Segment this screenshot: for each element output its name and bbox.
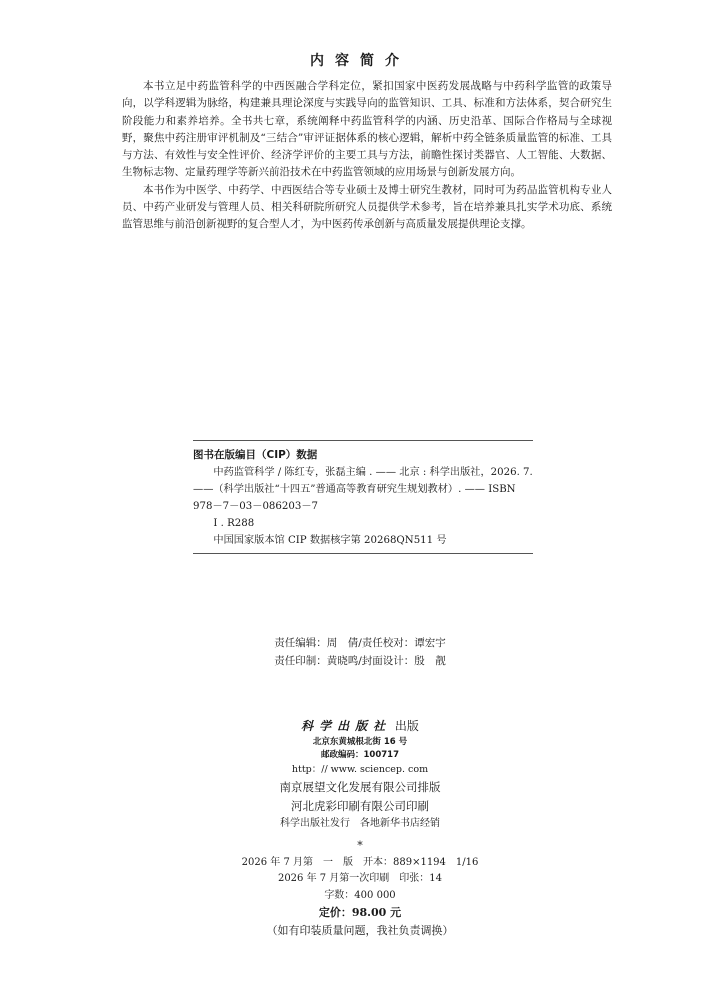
editor-credit-line: 责任印制：黄晓鸣/封面设计：殷 靓 xyxy=(274,655,446,667)
cip-record: 中药监管科学 / 陈红专，张磊主编 . —— 北京 : 科学出版社，2026. 7. ——（科学出版社“十四五”普通高等教育研究生规划教材）. —— ISBN 978－7－03－086203－7 xyxy=(193,467,533,512)
publisher-name: 科学出版社 xyxy=(301,719,392,733)
book-introduction xyxy=(122,78,612,234)
separator-asterisk: * xyxy=(357,838,363,852)
publisher-address: 北京东黄城根北街 16 号 xyxy=(312,737,408,747)
publisher-suffix: 出版 xyxy=(394,719,419,733)
cip-number: 中国国家版本馆 CIP 数据核字第 20268QN511 号 xyxy=(213,535,447,546)
publisher-line xyxy=(0,716,720,736)
editor-credit-line: 责任编辑：周 倩/责任校对：谭宏宇 xyxy=(274,637,446,649)
word-count: 字数：400 000 xyxy=(324,889,396,901)
publisher-postcode: 邮政编码：100717 xyxy=(321,750,399,760)
printing-line: 2026 年 7 月第一次印刷 印张：14 xyxy=(277,873,443,884)
cip-data-block xyxy=(193,440,533,554)
page-title: 内容简介 xyxy=(310,53,410,69)
printer-line: 河北虎彩印刷有限公司印刷 xyxy=(291,799,429,813)
quality-note: （如有印装质量问题，我社负责调换） xyxy=(266,924,454,937)
editor-credits xyxy=(0,634,720,670)
imprint-block xyxy=(0,716,720,940)
publisher-website: http：// www. sciencep. com xyxy=(291,764,429,775)
distribution-line: 科学出版社发行 各地新华书店经销 xyxy=(280,818,440,829)
intro-paragraph: 本书立足中药监管科学的中西医融合学科定位，紧扣国家中医药发展战略与中药科学监管的政策导向，以学科逻辑为脉络，构建兼具理论深度与实践导向的监管知识、工具、标准和方法体系，契合研究生阶段能力和素养培养。全书共七章，系统阐释中药监管科学的内涵、历史沿革、国际合作格局与全球视野，聚焦中药注册审评机制及“三结合”审评证据体系的核心逻辑，解析中药全链条质量监管的标准、工具与方法、有效性与安全性评价、经济学评价的主要工具与方法，前瞻性探讨类器官、人工智能、大数据、生物标志物、定量药理学等新兴前沿技术在中药监管领域的应用场景与创新发展方向。 xyxy=(122,80,612,179)
price: 定价：98.00 元 xyxy=(318,906,402,919)
intro-paragraph: 本书作为中医学、中药学、中西医结合等专业硕士及博士研究生教材，同时可为药品监管机构专业人员、中药产业研发与管理人员、相关科研院所研究人员提供学术参考，旨在培养兼具扎实学术功底、系统监管思维与前沿创新视野的复合型人才，为中医药传承创新与高质量发展提供理论支撑。 xyxy=(122,183,612,231)
cip-classification: Ⅰ . R288 xyxy=(213,518,255,529)
edition-line: 2026 年 7 月第 一 版 开本：889×1194 1/16 xyxy=(241,856,479,868)
cip-title: 图书在版编目（CIP）数据 xyxy=(193,449,318,461)
typesetter-line: 南京展望文化发展有限公司排版 xyxy=(279,780,441,794)
